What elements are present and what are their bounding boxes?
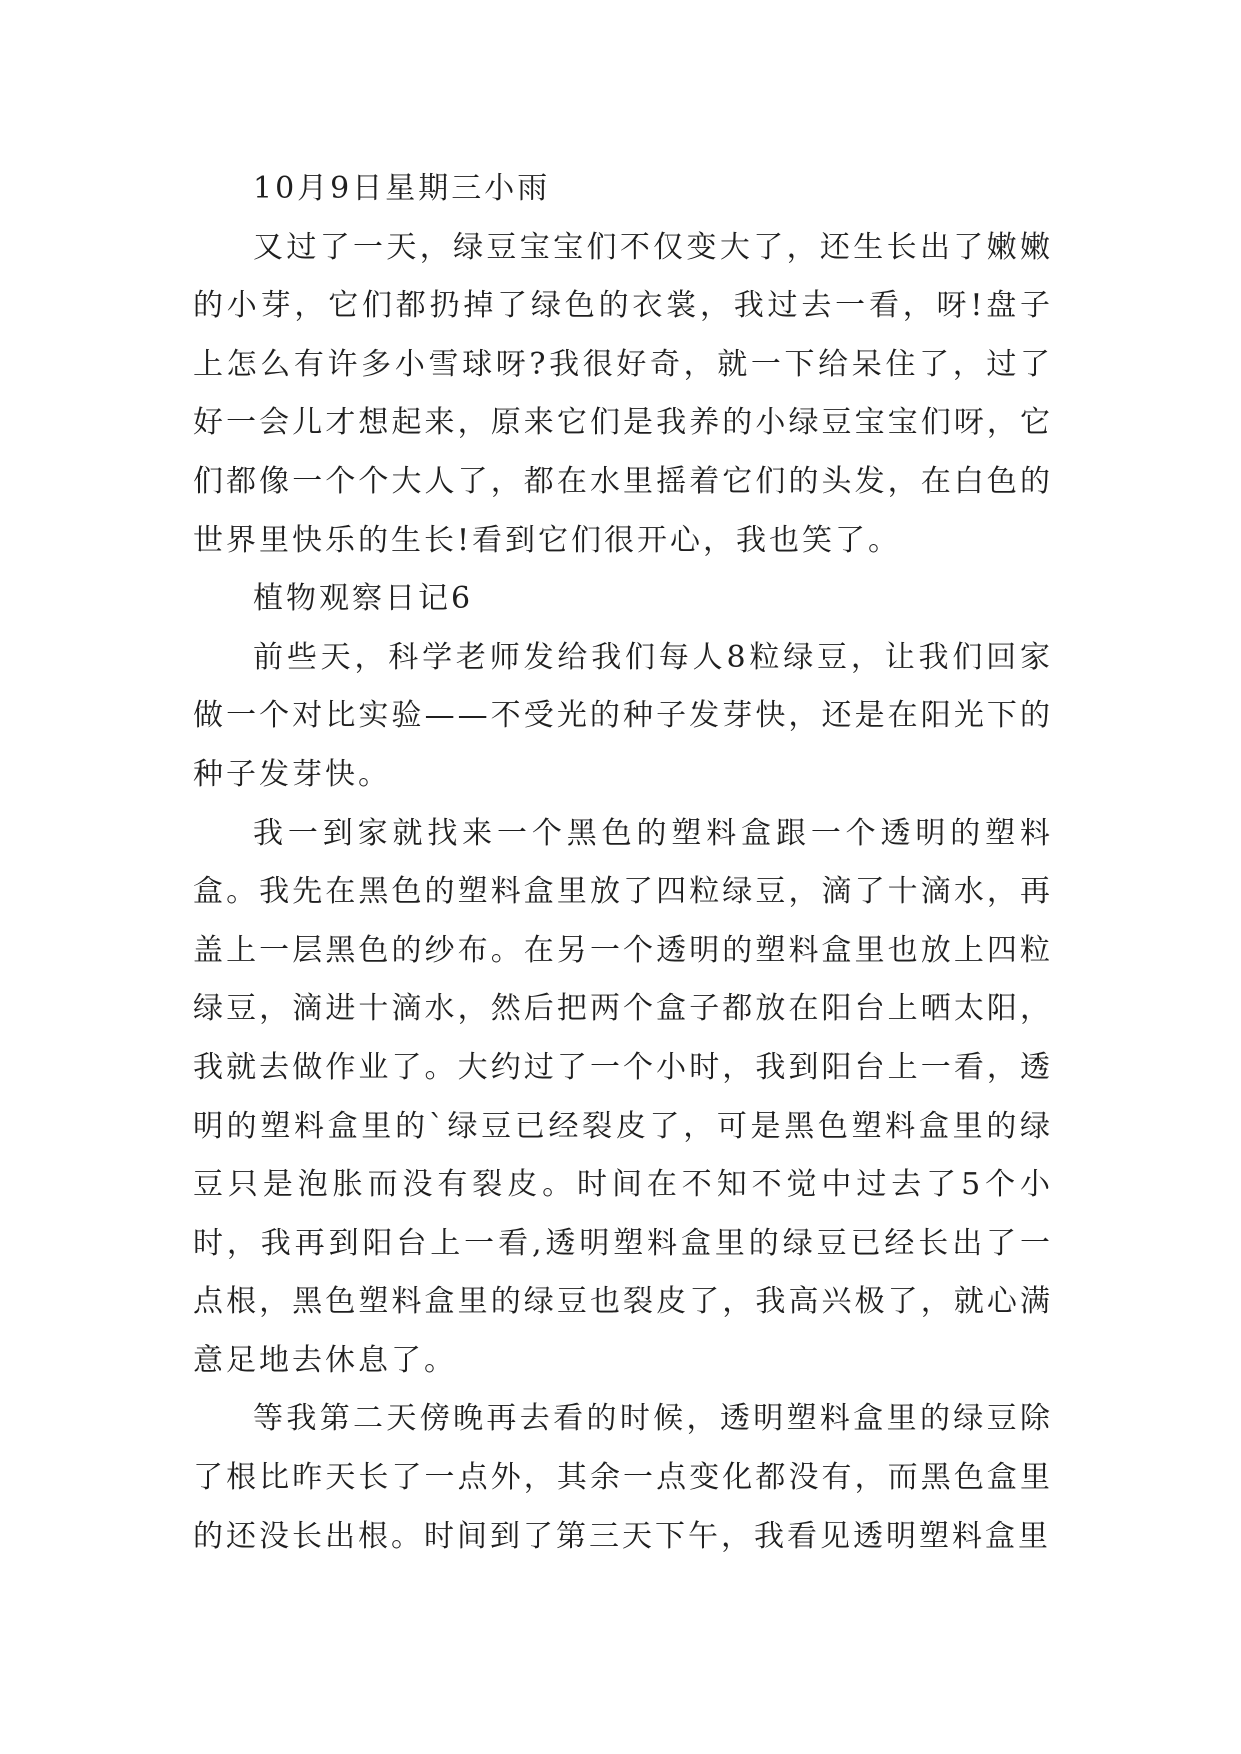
paragraph: 前些天，科学老师发给我们每人8粒绿豆，让我们回家做一个对比实验——不受光的种子发芽快，还是在阳光下的种子发芽快。 xyxy=(193,639,1053,792)
document-body xyxy=(193,160,1053,1566)
diary-date-heading: 10月9日星期三小雨 xyxy=(253,171,551,206)
paragraph: 我一到家就找来一个黑色的塑料盒跟一个透明的塑料盒。我先在黑色的塑料盒里放了四粒绿豆，滴了十滴水，再盖上一层黑色的纱布。在另一个透明的塑料盒里也放上四粒绿豆，滴进十滴水，然后把两个盒子都放在阳台上晒太阳，我就去做作业了。大约过了一个小时，我到阳台上一看，透明的塑料盒里的`绿豆已经裂皮了，可是黑色塑料盒里的绿豆只是泡胀而没有裂皮。时间在不知不觉中过去了5个小时，我再到阳台上一看,透明塑料盒里的绿豆已经长出了一点根，黑色塑料盒里的绿豆也裂皮了，我高兴极了，就心满意足地去休息了。 xyxy=(193,815,1053,1378)
paragraph: 又过了一天，绿豆宝宝们不仅变大了，还生长出了嫩嫩的小芽，它们都扔掉了绿色的衣裳，我过去一看，呀!盘子上怎么有许多小雪球呀?我很好奇，就一下给呆住了，过了好一会儿才想起来，原来它们是我养的小绿豆宝宝们呀，它们都像一个个大人了，都在水里摇着它们的头发，在白色的世界里快乐的生长!看到它们很开心，我也笑了。 xyxy=(193,229,1053,558)
section-title: 植物观察日记6 xyxy=(253,581,474,617)
paragraph: 等我第二天傍晚再去看的时候，透明塑料盒里的绿豆除了根比昨天长了一点外，其余一点变化都没有，而黑色盒里的还没长出根。时间到了第三天下午，我看见透明塑料盒里 xyxy=(193,1401,1053,1554)
